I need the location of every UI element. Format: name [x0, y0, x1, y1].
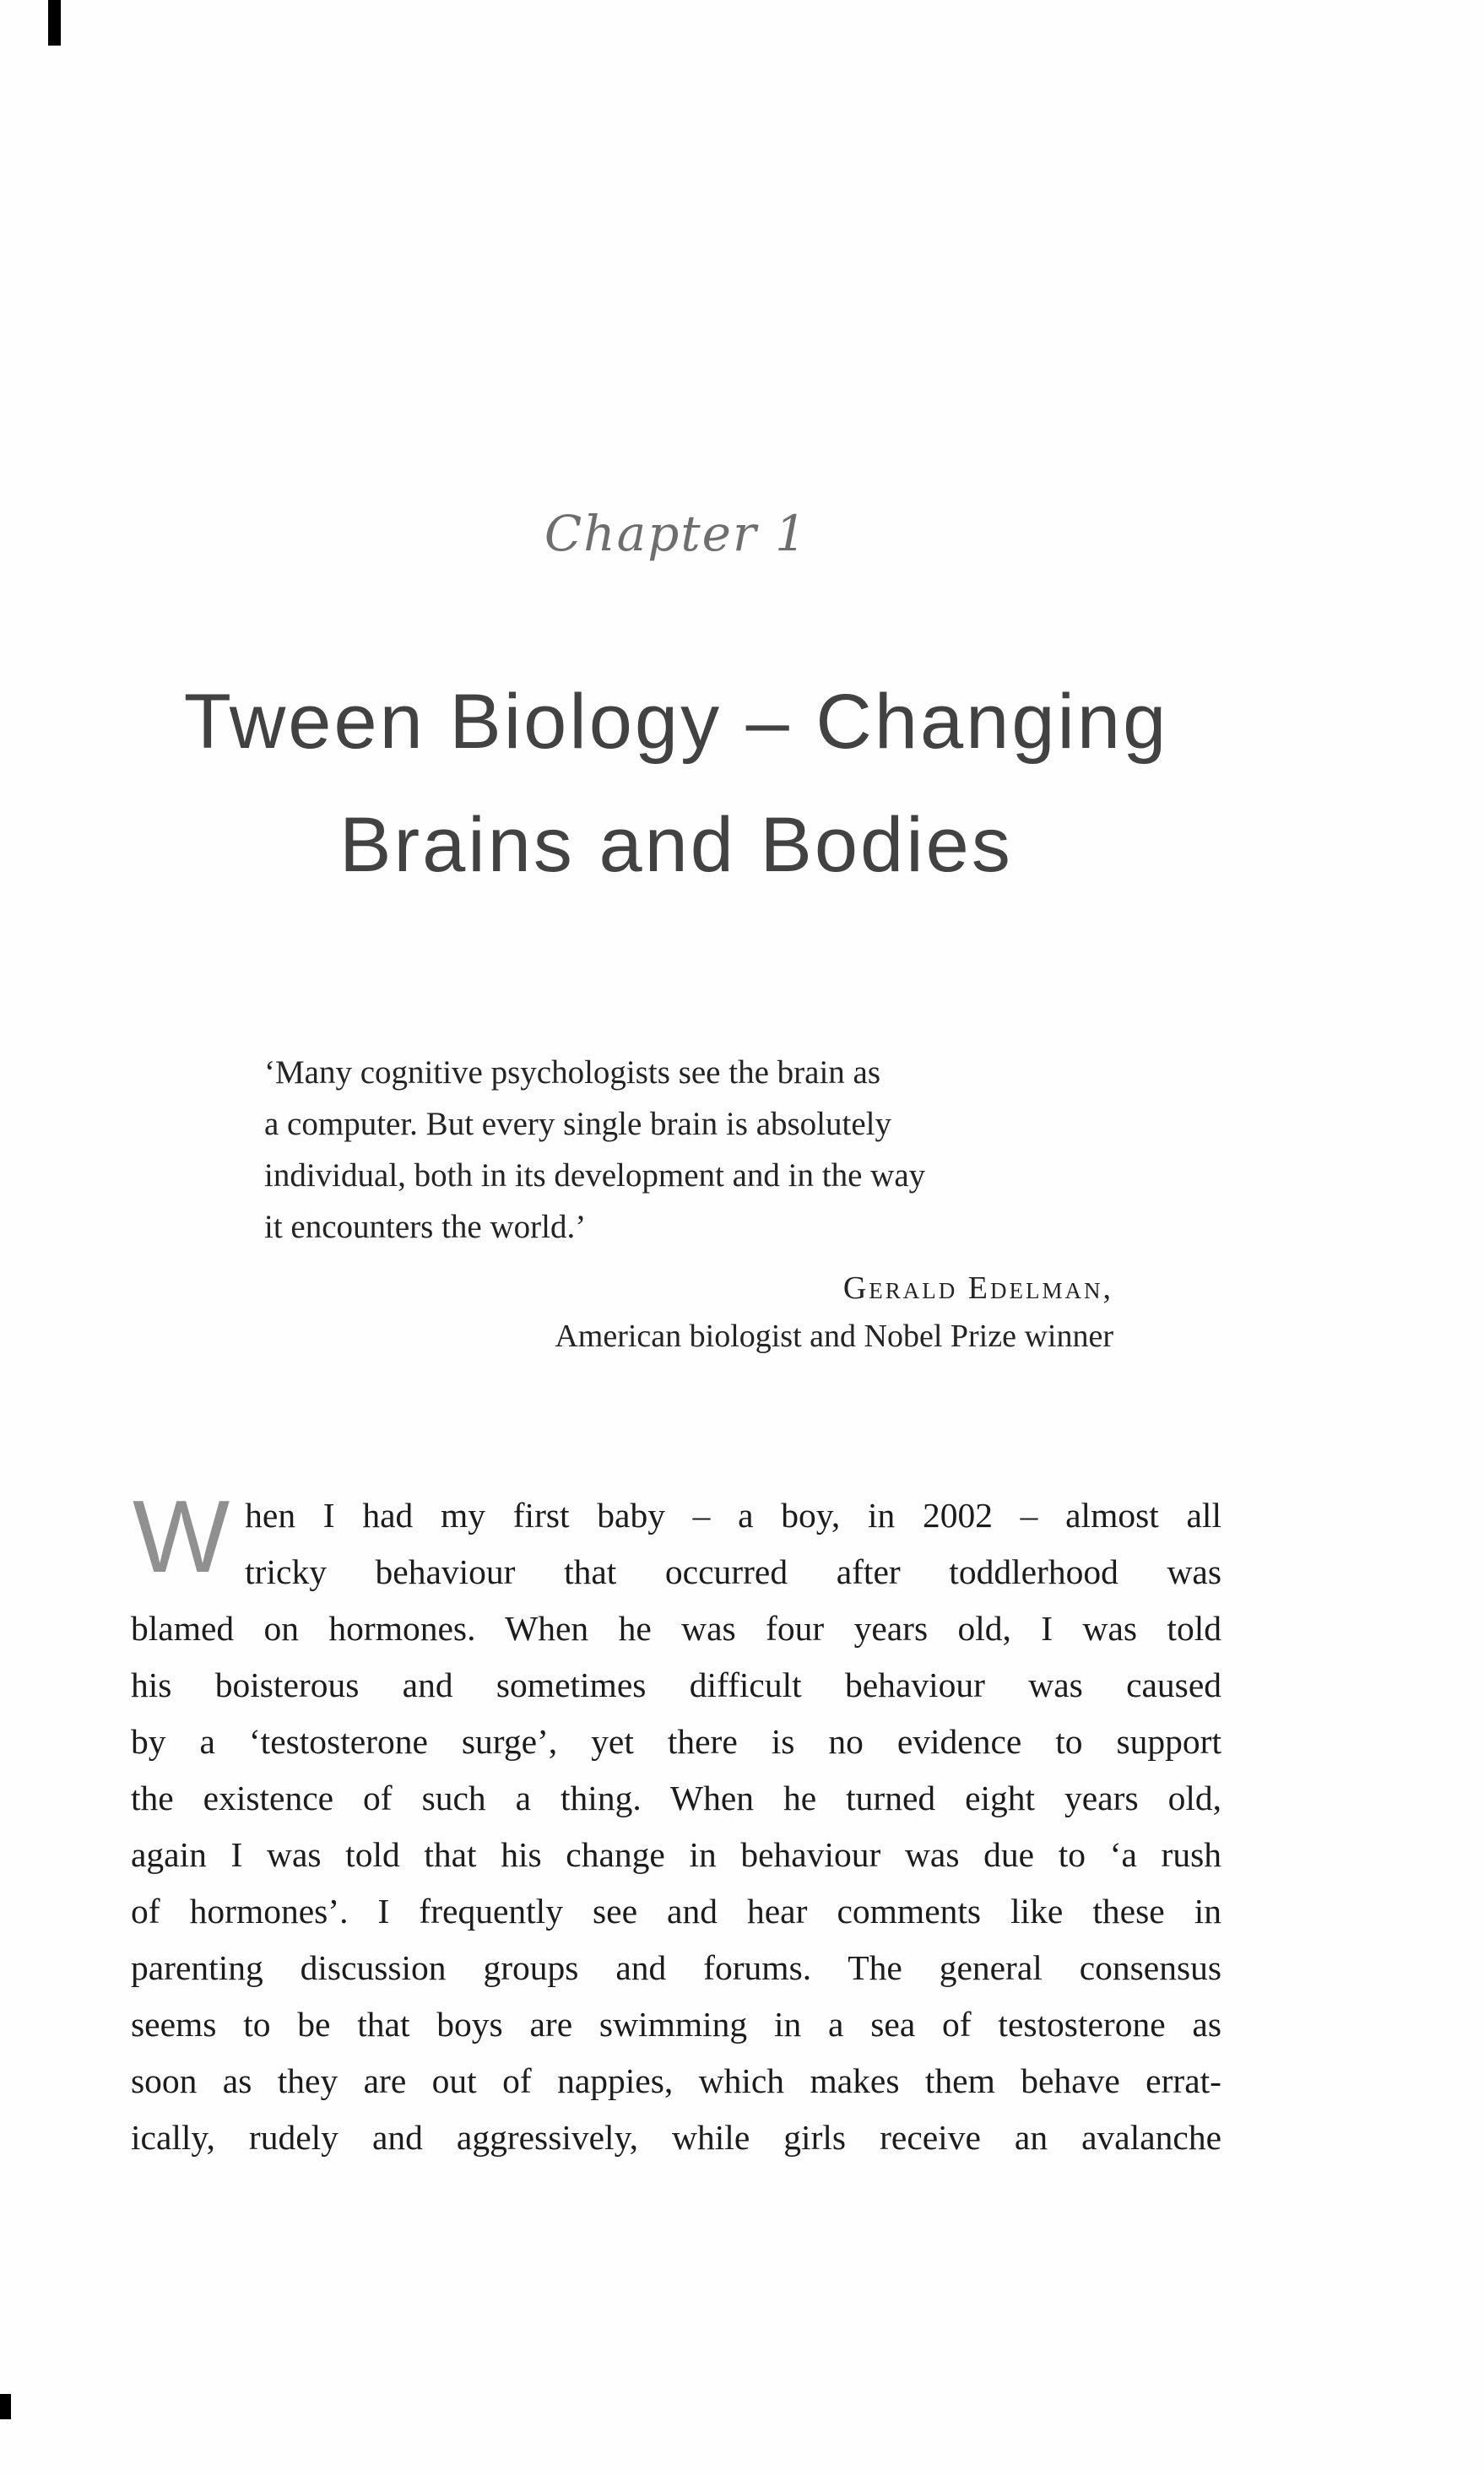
scan-artifact-bottom-left — [0, 2394, 11, 2419]
body-line: of hormones’. I frequently see and hear comments like these in — [131, 1892, 1221, 1931]
body-line: the existence of such a thing. When he turned eight years old, — [131, 1779, 1221, 1817]
quote-line: it encounters the world.’ — [264, 1209, 587, 1245]
body-paragraph — [131, 1479, 1221, 2166]
body-line: seems to be that boys are swimming in a sea of testosterone as — [131, 2005, 1221, 2044]
epigraph-quote — [264, 1047, 1221, 1253]
body-line: his boisterous and sometimes difficult behaviour was caused — [131, 1665, 1221, 1704]
body-line: blamed on hormones. When he was four years old, I was told — [131, 1609, 1221, 1648]
chapter-title — [131, 660, 1221, 907]
page-content — [131, 0, 1221, 2166]
body-line: by a ‘testosterone surge’, yet there is no evidence to support — [131, 1722, 1221, 1761]
chapter-title-line2: Brains and Bodies — [339, 802, 1013, 888]
chapter-title-line1: Tween Biology – Changing — [183, 679, 1169, 765]
quote-line: individual, both in its development and in the way — [264, 1157, 926, 1194]
attribution-name: Gerald Edelman, — [842, 1270, 1113, 1306]
scan-artifact-top-left — [48, 0, 61, 46]
body-line: tricky behaviour that occurred after toddlerhood was — [245, 1552, 1221, 1591]
attribution-role: American biologist and Nobel Prize winner — [555, 1319, 1113, 1354]
epigraph-attribution — [131, 1265, 1113, 1361]
quote-line: a computer. But every single brain is absolutely — [264, 1106, 891, 1142]
chapter-label: Chapter 1 — [544, 505, 809, 562]
body-line: ically, rudely and aggressively, while girls receive an avalanche — [131, 2118, 1221, 2157]
quote-line: ‘Many cognitive psychologists see the brain as — [264, 1054, 881, 1091]
body-line: parenting discussion groups and forums. The general consensus — [131, 1948, 1221, 1987]
body-line: hen I had my first baby – a boy, in 2002 – almost all — [245, 1496, 1221, 1535]
dropcap-letter: W — [133, 1479, 230, 1594]
body-line: soon as they are out of nappies, which makes them behave errat- — [131, 2061, 1221, 2100]
body-line: again I was told that his change in behaviour was due to ‘a rush — [131, 1835, 1221, 1874]
